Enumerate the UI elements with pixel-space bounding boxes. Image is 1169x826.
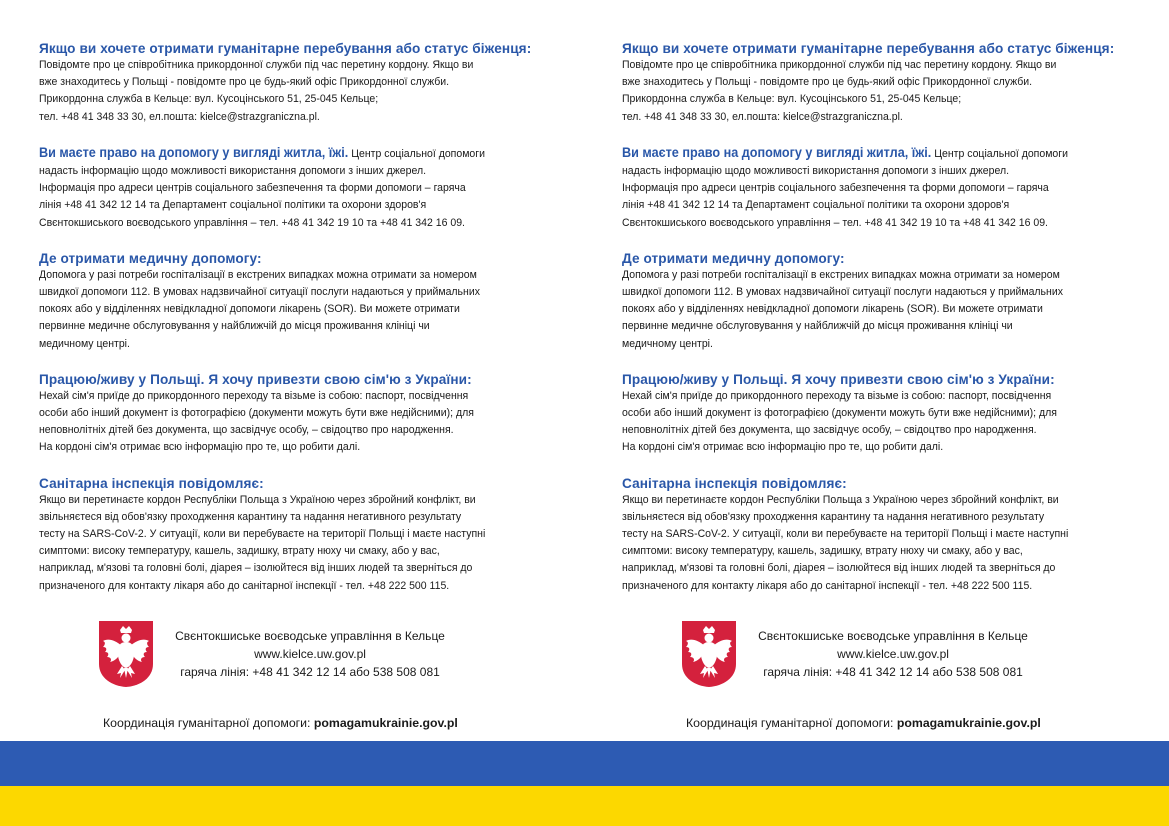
office-website[interactable]: www.kielce.uw.gov.pl [837,647,949,661]
section-line: Свєнтокшиського воєводського управління – тел. +48 41 342 19 10 та +48 41 342 16 09. [622,216,1048,229]
section-line: Повідомте про це співробітника прикордонної служби під час перетину кордону. Якщо ви [622,59,1057,71]
section-line [622,144,1121,163]
leaflet-column-left [39,40,539,613]
section-line: Допомога у разі потреби госпіталізації в екстрених випадках можна отримати за номером [39,268,477,281]
section-heading: Працюю/живу у Польщі. Я хочу привезти свою сім'ю з України: [39,371,472,387]
coordination-line-right [686,716,1041,730]
section-line: Інформація про адреси центрів соціального забезпечення та форми допомоги – гаряча [39,182,466,195]
section-heading: Якщо ви хочете отримати гуманітарне перебування або статус біженця: [39,41,532,56]
section-humanitarian-status [622,40,1122,126]
office-name: Свєнтокшиське воєводське управління в Кельце [758,629,1028,643]
section-line: Допомога у разі потреби госпіталізації в екстрених випадках можна отримати за номером [622,268,1060,281]
section-line: швидкої допомоги 112. В умовах надзвичайної ситуації послуги надаються у приймальних [39,286,480,299]
office-contact-block [160,627,460,681]
section-line: Свєнтокшиського воєводського управління – тел. +48 41 342 19 10 та +48 41 342 16 09. [39,216,465,229]
section-line: первинне медичне обслуговування у найближчій до місця проживання клініці чи [39,320,430,333]
section-line: особи або інший документ із фотографією (документи можуть бути вже недійсними); для [622,407,1057,420]
section-family-reunion [39,371,539,457]
section-line: медичному центрі. [39,337,130,350]
section-heading: Де отримати медичну допомогу: [39,250,262,266]
leaflet-column-right [622,40,1122,613]
section-line: Прикордонна служба в Кельце: вул. Кусоцінського 51, 25-045 Кельце; [622,93,962,106]
polish-eagle-emblem-icon [98,620,154,688]
section-medical-help [622,250,1122,353]
section-line: покоях або у відділеннях невідкладної допомоги лікарень (SOR). Ви можете отримати [622,303,1043,316]
section-line: покоях або у відділеннях невідкладної допомоги лікарень (SOR). Ви можете отримати [39,303,460,316]
section-line: надасть інформацію щодо можливості використання допомоги з інших джерел. [39,165,427,178]
section-line: вже знаходитесь у Польщі - повідомте про це будь-який офіс Прикордонної служби. [622,76,1033,89]
section-line: лінія +48 41 342 12 14 та Департамент соціальної політики та охорони здоров'я [39,199,427,212]
coordination-label: Координація гуманітарної допомоги: [686,716,897,730]
section-housing-food [39,144,539,232]
office-hotline: гаряча лінія: +48 41 342 12 14 або 538 508 081 [180,665,440,679]
section-heading: Ви маєте право на допомогу у вигляді житла, їжі. [39,144,349,160]
section-heading: Якщо ви хочете отримати гуманітарне перебування або статус біженця: [622,41,1115,56]
section-line: наприклад, м'язові та головні болі, діарея – ізолюйтеся від інших людей та зверніться до [622,562,1056,575]
coordination-website-link[interactable]: pomagamukrainie.gov.pl [313,716,458,730]
section-medical-help [39,250,539,353]
section-line: Повідомте про це співробітника прикордонної служби під час перетину кордону. Якщо ви [39,59,474,71]
section-heading: Працюю/живу у Польщі. Я хочу привезти свою сім'ю з України: [622,371,1055,387]
section-line: наприклад, м'язові та головні болі, діарея – ізолюйтеся від інших людей та зверніться до [39,562,473,575]
section-heading: Ви маєте право на допомогу у вигляді житла, їжі. [622,144,932,160]
section-line: швидкої допомоги 112. В умовах надзвичайної ситуації послуги надаються у приймальних [622,286,1063,299]
section-line: звільняєтеся від обов'язку проходження карантину та надання негативного результату [39,510,462,523]
section-line: Якщо ви перетинаєте кордон Республіки Польща з Україною через збройний конфлікт, ви [622,493,1059,506]
section-line: тесту на SARS-CoV-2. У ситуації, коли ви перебуваєте на території Польщі і маєте наступні [622,528,1069,541]
office-hotline: гаряча лінія: +48 41 342 12 14 або 538 508 081 [763,665,1023,679]
section-line-rest: Центр соціальної допомоги [348,147,485,160]
section-line: симптоми: високу температуру, кашель, задишку, втрату нюху чи смаку, або у вас, [39,545,440,558]
section-line-rest: Центр соціальної допомоги [931,147,1068,160]
section-line: тел. +48 41 348 33 30, ел.пошта: kielce@strazgraniczna.pl. [39,110,320,123]
section-line: призначеного для контакту лікаря або до санітарної інспекції - тел. +48 222 500 115. [622,579,1033,592]
section-line: На кордоні сім'я отримає всю інформацію про те, що робити далі. [39,441,361,454]
section-line: лінія +48 41 342 12 14 та Департамент соціальної політики та охорони здоров'я [622,199,1010,212]
office-name: Свєнтокшиське воєводське управління в Кельце [175,629,445,643]
office-website[interactable]: www.kielce.uw.gov.pl [254,647,366,661]
section-line: вже знаходитесь у Польщі - повідомте про це будь-який офіс Прикордонної служби. [39,76,450,89]
coordination-label: Координація гуманітарної допомоги: [103,716,314,730]
section-heading: Де отримати медичну допомогу: [622,250,845,266]
section-sanitary-inspection [622,475,1122,595]
polish-eagle-emblem-icon [681,620,737,688]
section-line: медичному центрі. [622,337,713,350]
section-line: призначеного для контакту лікаря або до санітарної інспекції - тел. +48 222 500 115. [39,579,450,592]
section-line: тесту на SARS-CoV-2. У ситуації, коли ви перебуваєте на території Польщі і маєте наступні [39,528,486,541]
section-line: первинне медичне обслуговування у найближчій до місця проживання клініці чи [622,320,1013,333]
section-line: звільняєтеся від обов'язку проходження карантину та надання негативного результату [622,510,1045,523]
coordination-website-link[interactable]: pomagamukrainie.gov.pl [896,716,1041,730]
section-line: Інформація про адреси центрів соціального забезпечення та форми допомоги – гаряча [622,182,1049,195]
section-line: неповнолітніх дітей без документа, що засвідчує особу, – свідоцтво про народження. [622,424,1037,437]
flag-blue-band [0,741,1169,786]
section-line: На кордоні сім'я отримає всю інформацію про те, що робити далі. [622,441,944,454]
section-line: Прикордонна служба в Кельце: вул. Кусоцінського 51, 25-045 Кельце; [39,93,379,106]
office-contact-block [743,627,1043,681]
section-humanitarian-status [39,40,539,126]
section-line: особи або інший документ із фотографією (документи можуть бути вже недійсними); для [39,407,474,420]
section-line: неповнолітніх дітей без документа, що засвідчує особу, – свідоцтво про народження. [39,424,454,437]
section-heading: Санітарна інспекція повідомляє: [622,475,847,491]
section-sanitary-inspection [39,475,539,595]
flag-yellow-band [0,786,1169,826]
coordination-line-left [103,716,458,730]
section-line: надасть інформацію щодо можливості використання допомоги з інших джерел. [622,165,1010,178]
section-housing-food [622,144,1122,232]
section-line: Нехай сім'я приїде до прикордонного переходу та візьме із собою: паспорт, посвідчення [39,389,469,402]
section-family-reunion [622,371,1122,457]
section-line [39,144,538,163]
section-line: Якщо ви перетинаєте кордон Республіки Польща з Україною через збройний конфлікт, ви [39,493,476,506]
section-heading: Санітарна інспекція повідомляє: [39,475,264,491]
section-line: тел. +48 41 348 33 30, ел.пошта: kielce@strazgraniczna.pl. [622,110,903,123]
section-line: симптоми: високу температуру, кашель, задишку, втрату нюху чи смаку, або у вас, [622,545,1023,558]
section-line: Нехай сім'я приїде до прикордонного переходу та візьме із собою: паспорт, посвідчення [622,389,1052,402]
